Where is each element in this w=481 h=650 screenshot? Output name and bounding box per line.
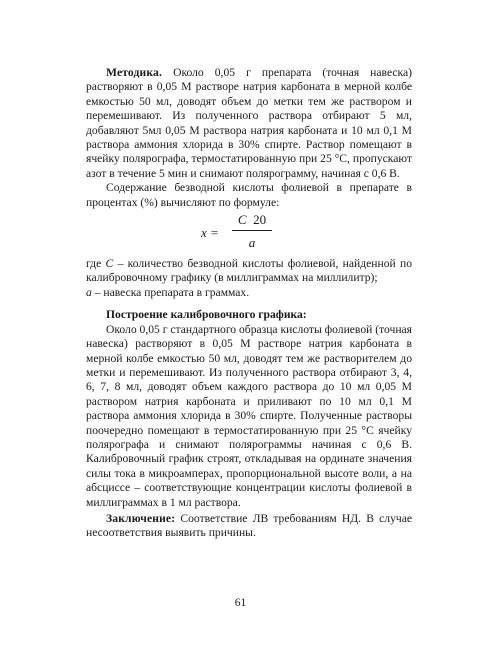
formula-numerator: [232, 211, 272, 228]
definition-c: [86, 257, 412, 286]
formula-numerator-num: 20: [253, 212, 267, 228]
page-number: 61: [234, 596, 247, 609]
methodology-lead: Методика.: [106, 66, 163, 79]
formula-denominator: a: [248, 235, 256, 251]
definition-a-text: – навеска препарата в граммах.: [91, 285, 250, 299]
content-paragraph: Содержание безводной кислоты фолиевой в препарате в процентах (%) вычисляют по формуле:: [86, 181, 412, 209]
calibration-title: Построение калибровочного графика:: [106, 308, 307, 322]
conclusion-text: Соответствие ЛВ требованиям НД. В случае несоответствия выявить причины.: [86, 511, 412, 540]
definition-c-prefix: где: [86, 257, 106, 271]
formula-numerator-var: C: [237, 212, 247, 228]
calibration-paragraph: Около 0,05 г стандартного образца кислоты фолиевой (точная навеска) растворяют в 0,05 М растворе натрия карбоната в мерной колбе емкостью 50 мл, доводят тем же растворителем до метки и перемешивают. Из полученного раствора отбирают 3, 4, 6, 7, 8 мл, доводят объем каждого раствора до 10 мл 0,05 М раствором натрия карбоната и приливают по 10 мл 0,1 М раствора аммония хлорида в 30% спирте. Полученные растворы поочередно помещают в термостатированную при 25 °С ячейку полярографа и снимают полярограммы начиная с 0,6 В. Калибровочный график строят, откладывая на ординате значения силы тока в микроамперах, пропорциональной высоте воли, а на абсциссе – соответствующие концентрации кислоты фолиевой в миллиграммах в 1 мл раствора.: [86, 322, 413, 509]
conclusion-lead: Заключение:: [106, 511, 176, 525]
definition-a-var: a: [86, 285, 92, 299]
methodology-paragraph: [86, 66, 412, 181]
definition-a: [86, 286, 412, 300]
conclusion-paragraph: [86, 512, 412, 541]
document-page: [86, 66, 412, 541]
formula: [86, 211, 412, 257]
fraction-bar: [232, 230, 272, 231]
formula-lhs: x =: [201, 225, 219, 241]
formula-fraction: [232, 211, 272, 251]
methodology-text: Около 0,05 г препарата (точная навеска) растворяют в 0,05 М растворе натрия карбоната в мерной колбе емкостью 50 мл, доводят объем до метки тем же раствором и перемешивают. Из полученного раствора отбирают 5 мл, добавляют 5мл 0,05 М раствора натрия карбоната и 10 мл 0,1 М раствора аммония хлорида в 30% спирте. Раствор помещают в ячейку полярографа, термостатированную при 25 °С, пропускают азот в течение 5 мин и снимают полярограмму, начиная с 0,6 В.: [86, 66, 412, 180]
definition-c-text: – количество безводной кислоты фолиевой, найденной по калибровочному графику (в миллиграммах на миллилитр);: [86, 257, 412, 285]
definition-c-var: C: [105, 257, 114, 271]
